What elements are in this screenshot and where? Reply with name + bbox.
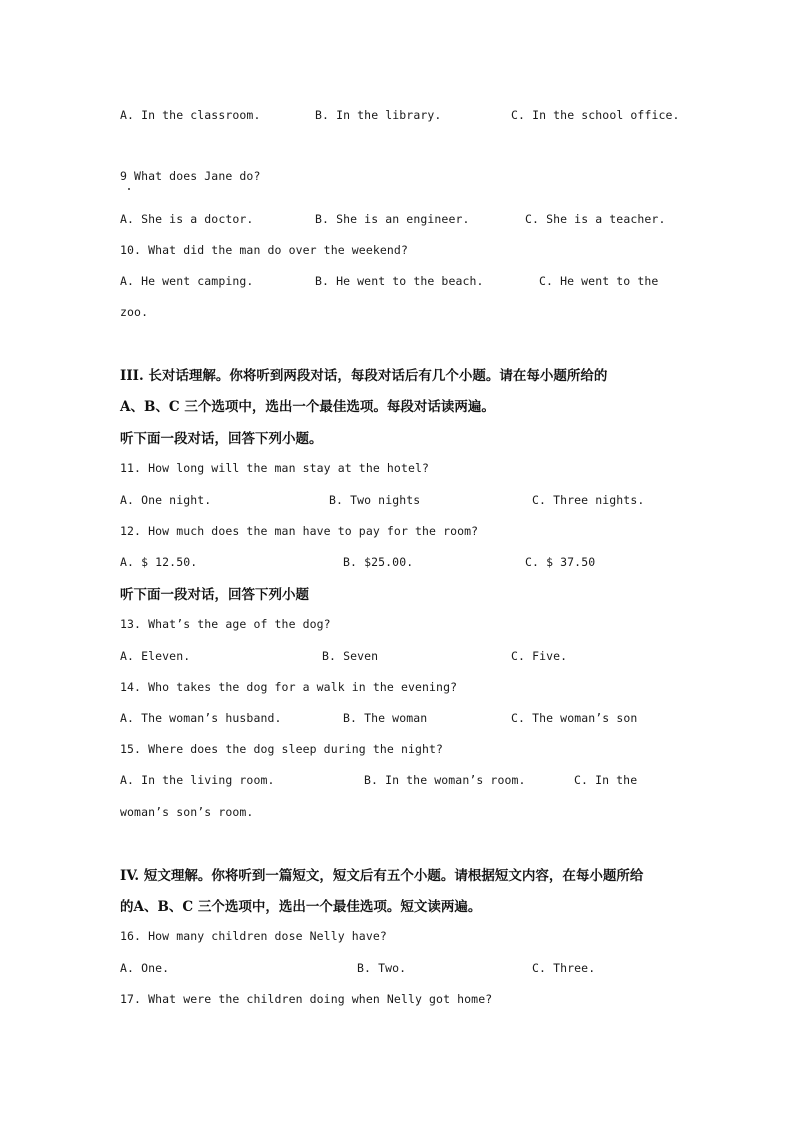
- q12-option-a: A. $ 12.50.: [120, 555, 198, 569]
- q14-question: 14. Who takes the dog for a walk in the evening?: [120, 680, 458, 694]
- q10-option-c: C. He went to the: [539, 274, 659, 288]
- q10-option-a: A. He went camping.: [120, 274, 254, 288]
- q13-option-c: C. Five.: [511, 649, 568, 663]
- q16-option-a: A. One.: [120, 961, 170, 975]
- q10-question: 10. What did the man do over the weekend?: [120, 243, 408, 257]
- q11-question: 11. How long will the man stay at the hotel?: [120, 461, 430, 475]
- q13-option-b: B. Seven: [322, 649, 379, 663]
- section-4-title-line-2: 的A、B、C 三个选项中，选出一个最佳选项。短文读两遍。: [120, 899, 482, 915]
- q16-option-b: B. Two.: [357, 961, 407, 975]
- stray-dot-mark: [128, 188, 130, 190]
- q16-option-c: C. Three.: [532, 961, 596, 975]
- q10-option-c-continuation: zoo.: [120, 305, 149, 319]
- q9-option-b: B. She is an engineer.: [315, 212, 470, 226]
- q15-question: 15. Where does the dog sleep during the night?: [120, 742, 444, 756]
- q11-option-a: A. One night.: [120, 493, 212, 507]
- q15-option-b: B. In the woman’s room.: [364, 773, 526, 787]
- section-3-title-line-2: A、B、C 三个选项中，选出一个最佳选项。每段对话读两遍。: [120, 399, 495, 415]
- section-3-instruction-1: 听下面一段对话，回答下列小题。: [120, 431, 323, 447]
- q10-option-b: B. He went to the beach.: [315, 274, 484, 288]
- q16-question: 16. How many children dose Nelly have?: [120, 929, 387, 943]
- q8-option-b: B. In the library.: [315, 108, 442, 122]
- q17-question: 17. What were the children doing when Nelly got home?: [120, 992, 493, 1006]
- section-3-title-line-1: III. 长对话理解。你将听到两段对话，每段对话后有几个小题。请在每小题所给的: [120, 368, 608, 384]
- q9-question: 9 What does Jane do?: [120, 169, 261, 183]
- q14-option-a: A. The woman’s husband.: [120, 711, 282, 725]
- q12-option-b: B. $25.00.: [343, 555, 414, 569]
- q9-option-c: C. She is a teacher.: [525, 212, 666, 226]
- q9-option-a: A. She is a doctor.: [120, 212, 254, 226]
- q15-option-c: C. In the: [574, 773, 638, 787]
- q14-option-b: B. The woman: [343, 711, 428, 725]
- q8-option-c: C. In the school office.: [511, 108, 680, 122]
- q12-option-c: C. $ 37.50: [525, 555, 596, 569]
- q11-option-b: B. Two nights: [329, 493, 421, 507]
- section-3-instruction-2: 听下面一段对话，回答下列小题: [120, 587, 309, 603]
- q14-option-c: C. The woman’s son: [511, 711, 638, 725]
- q15-option-c-continuation: woman’s son’s room.: [120, 805, 254, 819]
- q13-option-a: A. Eleven.: [120, 649, 191, 663]
- q11-option-c: C. Three nights.: [532, 493, 645, 507]
- section-4-title-line-1: IV. 短文理解。你将听到一篇短文，短文后有五个小题。请根据短文内容，在每小题所给: [120, 868, 644, 884]
- q13-question: 13. What’s the age of the dog?: [120, 617, 331, 631]
- q8-option-a: A. In the classroom.: [120, 108, 261, 122]
- q15-option-a: A. In the living room.: [120, 773, 275, 787]
- q12-question: 12. How much does the man have to pay for the room?: [120, 524, 479, 538]
